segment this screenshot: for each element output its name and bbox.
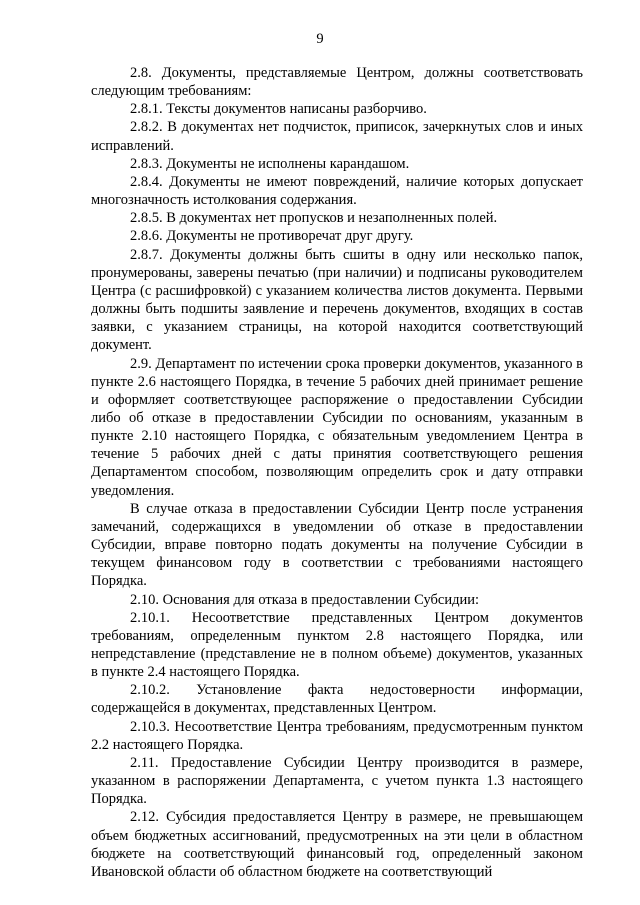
paragraph-2-10: 2.10. Основания для отказа в предоставлении Субсидии: bbox=[130, 591, 479, 608]
paragraph-2-9: 2.9. Департамент по истечении срока проверки документов, указанного в пункте 2.6 настоящего Порядка, в течение 5 рабочих дней принимает решение и оформляет соответствующее распоряжение о предоставлении Субсидии либо об отказе в предоставлении Субсидии по основаниям, указанным в пункте 2.10 настоящего Порядка, с обязательным уведомлением Центра в течение 5 рабочих дней с даты принятия соответствующего решения Департаментом способом, позволяющим определить срок и дату отправки уведомления. bbox=[91, 355, 583, 499]
paragraph-2-8-2: 2.8.2. В документах нет подчисток, приписок, зачеркнутых слов и иных исправлений. bbox=[91, 119, 583, 154]
paragraph-2-8-6: 2.8.6. Документы не противоречат друг другу. bbox=[130, 228, 414, 245]
document-body bbox=[91, 64, 583, 881]
paragraph-2-10-1: 2.10.1. Несоответствие представленных Центром документов требованиям, определенным пунктом 2.8 настоящего Порядка, или непредставление (представление не в полном объеме) документов, указанных в пункте 2.4 настоящего Порядка. bbox=[91, 609, 583, 681]
paragraph-2-8-3: 2.8.3. Документы не исполнены карандашом. bbox=[130, 155, 410, 172]
paragraph-2-8: 2.8. Документы, представляемые Центром, должны соответствовать следующим требованиям: bbox=[91, 65, 583, 100]
paragraph-2-8-4: 2.8.4. Документы не имеют повреждений, наличие которых допускает многозначность истолкования содержания. bbox=[91, 173, 583, 209]
paragraph-2-10-3: 2.10.3. Несоответствие Центра требованиям, предусмотренным пунктом 2.2 настоящего Порядка. bbox=[91, 718, 583, 753]
paragraph-2-9-refusal: В случае отказа в предоставлении Субсидии Центр после устранения замечаний, содержащихся в уведомлении об отказе в предоставлении Субсидии, вправе повторно подать документы на получение Субсидии в текущем финансовом году в соответствии с требованиями настоящего Порядка. bbox=[91, 500, 583, 590]
paragraph-2-8-5: 2.8.5. В документах нет пропусков и незаполненных полей. bbox=[130, 210, 498, 227]
paragraph-2-10-2: 2.10.2. Установление факта недостоверности информации, содержащейся в документах, представленных Центром. bbox=[91, 682, 583, 717]
paragraph-2-12: 2.12. Субсидия предоставляется Центру в размере, не превышающем объем бюджетных ассигнований, предусмотренных на эти цели в областном бюджете на соответствующий финансовый год, определенный законом Ивановской области об областном бюджете на соответствующий bbox=[91, 809, 583, 880]
paragraph-2-8-7: 2.8.7. Документы должны быть сшиты в одну или несколько папок, пронумерованы, заверены печатью (при наличии) и подписаны руководителем Центра (с расшифровкой) с указанием количества листов документа. Первыми должны быть подшиты заявление и перечень документов, входящих в состав заявки, с указанием страницы, на которой находится соответствующий документ. bbox=[91, 246, 583, 354]
paragraph-2-11: 2.11. Предоставление Субсидии Центру производится в размере, указанном в распоряжении Департамента, с учетом пункта 1.3 настоящего Порядка. bbox=[91, 754, 583, 808]
page-number: 9 bbox=[316, 31, 324, 47]
paragraph-2-8-1: 2.8.1. Тексты документов написаны разборчиво. bbox=[130, 101, 427, 118]
